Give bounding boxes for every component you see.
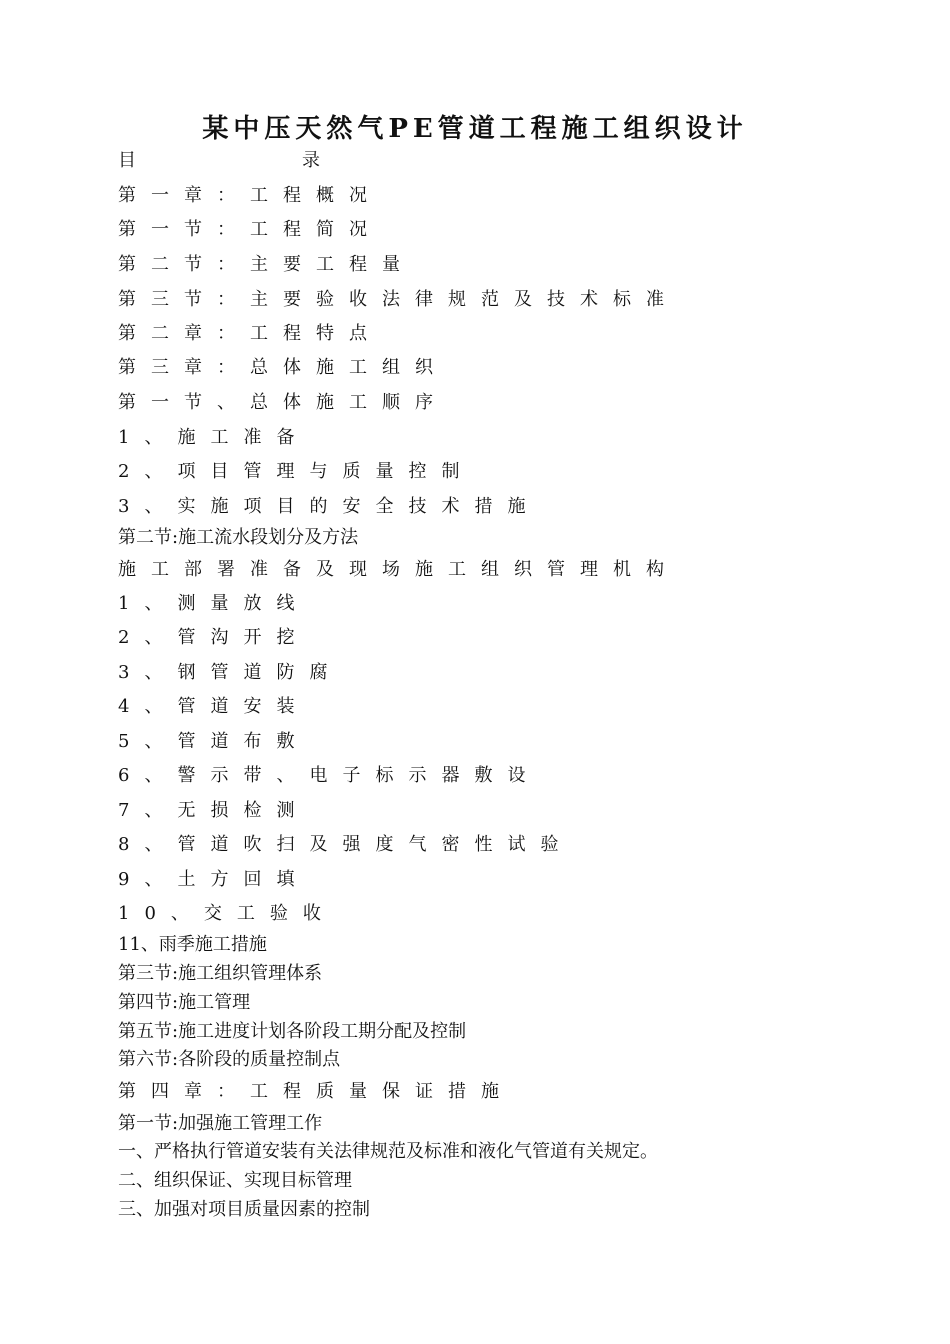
toc-entry-subheading: 施工部署准备及现场施工组织管理机构: [118, 559, 679, 580]
toc-entry-chapter-3: 第三章：总体施工组织: [118, 357, 448, 378]
toc-entry-item: 8、管道吹扫及强度气密性试验: [118, 834, 574, 855]
toc-entry-item: 4、管道安装: [118, 696, 310, 717]
toc-entry-item: 9、土方回填: [118, 869, 310, 890]
toc-entry-ch3-sec-3: 第三节:施工组织管理体系: [118, 963, 323, 984]
toc-entry-ch3-sec-6: 第六节:各阶段的质量控制点: [118, 1049, 341, 1070]
toc-entry-item: 二、组织保证、实现目标管理: [118, 1170, 352, 1191]
toc-heading-left: 目: [118, 150, 136, 171]
toc-entry-item: 一、严格执行管道安装有关法律规范及标准和液化气管道有关规定。: [118, 1141, 658, 1162]
toc-entry-ch3-sec-4: 第四节:施工管理: [118, 992, 251, 1013]
toc-entry-item: 3、实施项目的安全技术措施: [118, 496, 541, 517]
toc-heading: [118, 150, 320, 172]
toc-entry-ch1-sec-2: 第二节：主要工程量: [118, 254, 415, 275]
toc-entry-ch4-sec-1: 第一节:加强施工管理工作: [118, 1113, 323, 1134]
toc-entry-item: 7、无损检测: [118, 800, 310, 821]
toc-entry-chapter-2: 第二章：工程特点: [118, 323, 382, 344]
document-title: 某中压天然气PE管道工程施工组织设计: [202, 114, 748, 144]
toc-entry-chapter-1: 第一章：工程概况: [118, 185, 382, 206]
toc-entry-ch3-sec-2: 第二节:施工流水段划分及方法: [118, 527, 359, 548]
toc-entry-item: 三、加强对项目质量因素的控制: [118, 1199, 370, 1220]
toc-entry-item: 11、雨季施工措施: [118, 934, 267, 955]
toc-heading-right: 录: [302, 150, 320, 171]
toc-entry-item: 10、交工验收: [118, 903, 336, 924]
toc-entry-item: 5、管道布敷: [118, 731, 310, 752]
toc-entry-ch1-sec-3: 第三节：主要验收法律规范及技术标准: [118, 289, 679, 310]
toc-entry-item: 2、项目管理与质量控制: [118, 461, 475, 482]
toc-entry-item: 2、管沟开挖: [118, 627, 310, 648]
toc-entry-item: 3、钢管道防腐: [118, 662, 343, 683]
toc-entry-ch3-sec-1: 第一节、总体施工顺序: [118, 392, 448, 413]
toc-entry-ch3-sec-5: 第五节:施工进度计划各阶段工期分配及控制: [118, 1021, 467, 1042]
toc-entry-chapter-4: 第四章：工程质量保证措施: [118, 1081, 514, 1102]
toc-entry-item: 6、警示带、电子标示器敷设: [118, 765, 541, 786]
toc-entry-item: 1、测量放线: [118, 593, 310, 614]
toc-entry-ch1-sec-1: 第一节：工程简况: [118, 219, 382, 240]
toc-entry-item: 1、施工准备: [118, 427, 310, 448]
